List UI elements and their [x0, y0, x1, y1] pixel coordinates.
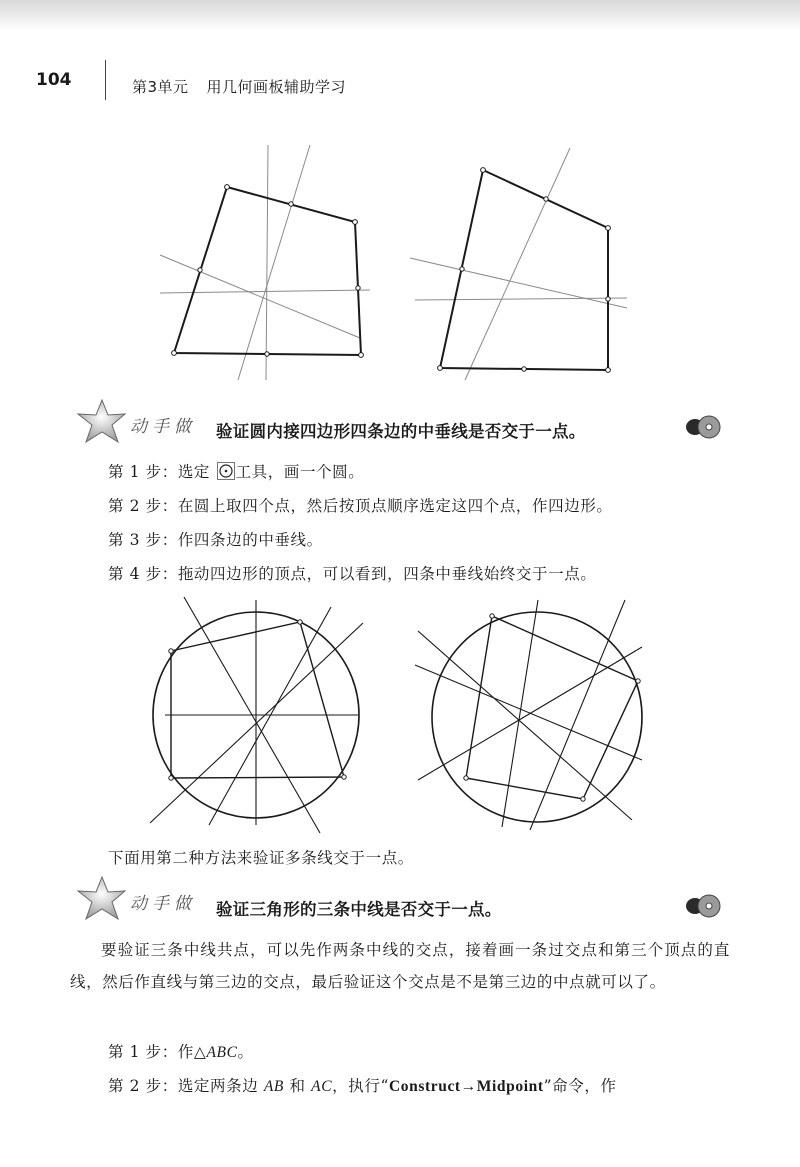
- unit-label: 第3单元: [132, 78, 189, 96]
- bisector-line: [209, 607, 331, 825]
- cd-icon: [684, 414, 722, 440]
- bisector-line: [160, 255, 360, 338]
- inscribed-quadrilateral: [171, 622, 344, 778]
- step-text: 拖动四边形的顶点，可以看到，四条中垂线始终交于一点。: [177, 565, 597, 583]
- step-text: ，执行“: [332, 1077, 389, 1095]
- activity-badge-label: 动手做: [130, 894, 196, 914]
- intro-text: 下面用第二种方法来验证多条线交于一点。: [108, 849, 414, 867]
- step-label: 第 4 步：: [108, 565, 178, 583]
- top-decorative-band: [0, 0, 800, 30]
- cd-icon: [684, 893, 722, 919]
- step-text: 。: [237, 1043, 254, 1061]
- step-label: 第 1 步：: [108, 1043, 178, 1061]
- bisector-line: [415, 298, 627, 300]
- running-head: [132, 76, 346, 97]
- step-text: 和: [284, 1077, 312, 1095]
- activity1-step-4: [108, 562, 596, 584]
- segment-ac: AC: [311, 1078, 333, 1095]
- menu-command: Construct→Midpoint: [389, 1078, 544, 1095]
- figure-inscribed-left: [145, 595, 375, 835]
- activity2-step-1: [108, 1040, 254, 1062]
- bisector-line: [418, 647, 642, 780]
- segment-ab: AB: [263, 1078, 284, 1095]
- header-divider: [105, 60, 106, 100]
- step-text: 选定两条边: [177, 1077, 264, 1095]
- step-text: 在圆上取四个点，然后按顶点顺序选定这四个点，作四边形。: [177, 497, 613, 515]
- activity2-title: 验证三角形的三条中线是否交于一点。: [216, 900, 502, 919]
- activity1-step-2: [108, 494, 613, 516]
- activity2-paragraph: 要验证三条中线共点，可以先作两条中线的交点，接着画一条过交点和第三个顶点的直线，然后作直线与第三边的交点，最后验证这个交点是不是第三边的中点就可以了。: [70, 941, 730, 991]
- activity-badge-star: [72, 398, 212, 448]
- quadrilateral: [440, 170, 608, 370]
- step-label: 第 2 步：: [108, 1077, 178, 1095]
- step-label: 第 2 步：: [108, 497, 178, 515]
- activity1-step-1: [108, 460, 364, 482]
- step-text: 作△: [177, 1043, 207, 1061]
- unit-title: 用几何画板辅助学习: [206, 78, 347, 96]
- step-text: 作四条边的中垂线。: [177, 531, 323, 549]
- activity-badge-label: 动手做: [130, 417, 196, 437]
- activity2-step-2: [108, 1074, 617, 1096]
- activity1-step-3: [108, 528, 323, 550]
- figure-quadrilateral-right: [405, 140, 635, 385]
- bisector-line: [415, 665, 642, 760]
- bisector-line: [266, 145, 268, 380]
- bisector-line: [238, 145, 310, 380]
- figure-quadrilateral-left: [150, 140, 380, 380]
- bisector-line: [410, 258, 627, 308]
- activity1-title: 验证圆内接四边形四条边的中垂线是否交于一点。: [216, 422, 586, 441]
- bisector-line: [502, 600, 538, 827]
- compass-circle-tool-icon: [217, 462, 235, 480]
- bisector-line: [530, 600, 625, 830]
- step-text: ”命令，作: [543, 1077, 617, 1095]
- step-text: 选定: [177, 463, 211, 481]
- triangle-name: ABC: [206, 1044, 238, 1061]
- figure-inscribed-right: [410, 595, 650, 835]
- page-number: 104: [36, 70, 72, 90]
- step-text: 工具，画一个圆。: [235, 463, 365, 481]
- activity-badge-star: [72, 875, 212, 925]
- step-label: 第 3 步：: [108, 531, 178, 549]
- step-label: 第 1 步：: [108, 463, 178, 481]
